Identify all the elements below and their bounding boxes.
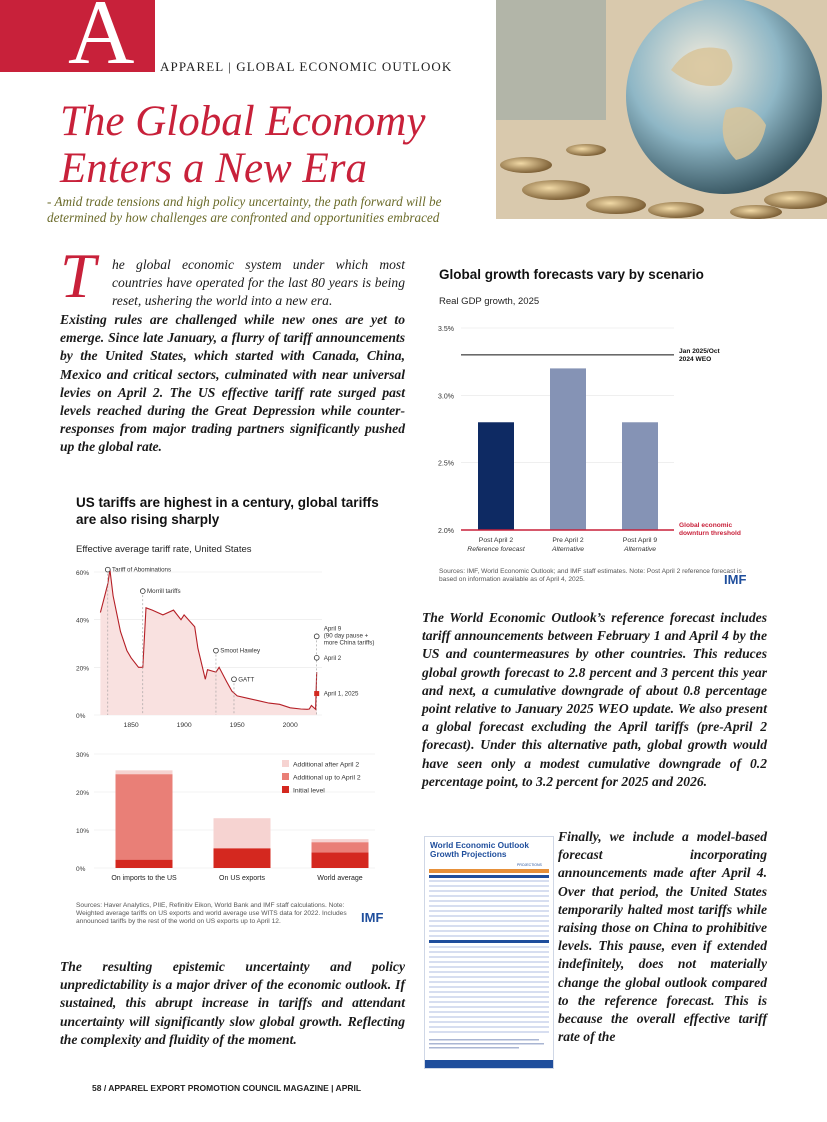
globe-coins-photo <box>496 0 827 219</box>
tariff-comparison-plot <box>60 744 408 894</box>
x-tick-note: Alternative <box>623 546 657 553</box>
x-tick-label: Pre April 2 <box>552 537 584 544</box>
x-tick-label: World average <box>317 875 363 882</box>
threshold-line-label: Global economic downturn threshold <box>679 522 741 537</box>
imf-logo: IMF <box>724 572 747 587</box>
stacked-bar-segment <box>312 839 369 842</box>
x-tick-label: 1950 <box>229 722 245 729</box>
annotation-marker <box>105 567 110 572</box>
area-fill <box>100 570 316 715</box>
paragraph-1-lead: he global economic system under which most countries have operated for the last 80 years is being reset, ushering the world into a new era. <box>112 257 405 309</box>
chart-title: Global growth forecasts vary by scenario <box>439 267 704 282</box>
y-tick-label: 0% <box>76 713 86 720</box>
x-tick-label: Post April 2 <box>478 537 514 544</box>
stacked-bar-segment <box>214 848 271 868</box>
bar <box>622 422 658 530</box>
logo-letter: A <box>68 0 135 83</box>
annotation-label: Morrill tariffs <box>147 588 181 596</box>
weo-table-rows <box>425 867 553 1057</box>
stacked-bar-segment <box>312 842 369 852</box>
paragraph-3: The resulting epistemic uncertainty and policy unpredictability is a major driver of the economic outlook. If sustained, this abrupt increase in tariffs and attendant uncertainty will significantly slow global growth. Reflecting the complexity and fluidity of the moment. <box>60 959 405 1047</box>
annotation-label: April 1, 2025 <box>323 690 359 698</box>
annotation-label: April 2 <box>323 654 342 662</box>
y-tick-label: 3.0% <box>438 393 454 401</box>
paragraph-4: Finally, we include a model-based forecast incorporating announcements made after April 4. Over that period, the United States temporarily halted most tariffs while raising those on China to prohibitive levels. This pause, even if extended indefinitely, does not materially change the global outlook compared to the reference forecast. This is because the overall effective tariff rate of the <box>558 829 767 1045</box>
y-tick-label: 20% <box>76 665 90 673</box>
bar <box>478 422 514 530</box>
annotation-label: April 9 (90 day pause + more China tariffs) <box>323 625 375 647</box>
stacked-bar-segment <box>214 818 271 848</box>
y-tick-label: 3.5% <box>438 326 454 333</box>
weo-projections-label: PROJECTIONS <box>517 863 542 867</box>
x-tick-label: On US exports <box>219 875 265 882</box>
annotation-marker <box>314 691 319 696</box>
y-tick-label: 40% <box>76 617 90 625</box>
article-subtitle: - Amid trade tensions and high policy uncertainty, the path forward will be determined by how challenges are confronted and opportunities embraced <box>47 194 442 225</box>
legend-swatch <box>282 773 289 780</box>
y-tick-label: 20% <box>76 790 90 797</box>
annotation-label: Smoot Hawley <box>220 647 261 655</box>
annotation-marker <box>140 589 145 594</box>
bar <box>550 368 586 530</box>
title-line-2: Enters a New Era <box>60 145 367 192</box>
annotation-label: Tariff of Abominations <box>112 566 172 574</box>
annotation-marker <box>314 634 319 639</box>
y-tick-label: 30% <box>76 752 90 759</box>
legend-label: Initial level <box>293 787 325 795</box>
paragraph-1: Existing rules are challenged while new ones are yet to emerge. Since late January, a flurry of tariff announcements by the United States, which started with Canada, China, Mexico and critical sectors, culminated with near universal levies on April 2. The US effective tariff rate surged past levels reached during the Great Depression while counter-responses from major trading partners significantly pushed up the global rate. <box>60 312 405 455</box>
page-footer: 58 / APPAREL EXPORT PROMOTION COUNCIL MAGAZINE | APRIL <box>92 1083 362 1093</box>
legend-label: Additional after April 2 <box>293 761 360 769</box>
x-tick-label: 2000 <box>282 722 298 729</box>
annotation-marker <box>314 655 319 660</box>
tariff-history-plot <box>60 560 408 732</box>
y-tick-label: 2.0% <box>438 528 454 535</box>
y-tick-label: 60% <box>76 570 90 577</box>
title-line-1: The Global Economy <box>60 98 426 145</box>
legend-label: Additional up to April 2 <box>293 774 361 782</box>
x-tick-label: 1900 <box>176 722 192 729</box>
chart-subtitle: Real GDP growth, 2025 <box>439 296 540 307</box>
chart-source: Sources: Haver Analytics, PIIE, Refinitiv Eikon, World Bank and IMF staff calculations. Note: Weighted average tariffs on US exports and world average use WITS data for 2022. Includes announced tariffs by the rest of the world on US exports up to April 12. <box>76 902 347 925</box>
annotation-label: GATT <box>238 676 255 684</box>
chart-title: US tariffs are highest in a century, global tariffs are also rising sharply <box>76 495 379 527</box>
weo-title <box>430 841 529 859</box>
stacked-bar-segment <box>116 774 173 860</box>
y-tick-label: 0% <box>76 866 86 873</box>
x-tick-note: Reference forecast <box>467 546 525 553</box>
stacked-bar-segment <box>116 770 173 774</box>
section-header: APPAREL | GLOBAL ECONOMIC OUTLOOK <box>160 59 453 74</box>
legend-swatch <box>282 760 289 767</box>
tariff-chart <box>60 482 408 934</box>
chart-source: Sources: IMF, World Economic Outlook; and IMF staff estimates. Note: Post April 2 reference forecast is based on information available as of April 4, 2025. <box>439 568 742 583</box>
stacked-bar-segment <box>116 860 173 868</box>
imf-logo: IMF <box>361 910 384 925</box>
growth-forecast-chart <box>424 254 822 594</box>
y-tick-label: 2.5% <box>438 460 454 468</box>
weo-footer-bar <box>425 1060 553 1068</box>
x-tick-note: Alternative <box>551 546 585 553</box>
article-title <box>60 98 490 192</box>
weo-title-line-1: World Economic Outlook <box>430 840 529 850</box>
x-tick-label: On imports to the US <box>111 875 177 882</box>
x-tick-label: Post April 9 <box>622 537 658 544</box>
drop-cap: T <box>60 240 96 311</box>
growth-forecast-plot <box>424 314 822 569</box>
stacked-bar-segment <box>312 852 369 868</box>
weo-table-thumbnail <box>424 836 554 1069</box>
weo-title-line-2: Growth Projections <box>430 849 507 859</box>
y-tick-label: 10% <box>76 828 90 835</box>
annotation-marker <box>232 677 237 682</box>
annotation-marker <box>214 648 219 653</box>
paragraph-2: The World Economic Outlook’s reference forecast includes tariff announcements between February 1 and April 4 by the US and countermeasures by other countries. This reduces global growth forecast to 2.8 percent and 3 percent this year and next, a cumulative downgrade of about 0.8 percentage point relative to January 2025 WEO update. We also present a global forecast excluding the April tariffs (pre-April 2 forecast). Under this alternative path, global growth would have seen only a modest cumulative downgrade of 0.2 percentage point, to 3.2 percent for 2025 and 2026. <box>422 610 767 789</box>
reference-line-label: Jan 2025/Oct 2024 WEO <box>679 347 720 363</box>
legend-swatch <box>282 786 289 793</box>
chart-subtitle: Effective average tariff rate, United States <box>76 544 252 555</box>
x-tick-label: 1850 <box>123 722 139 729</box>
